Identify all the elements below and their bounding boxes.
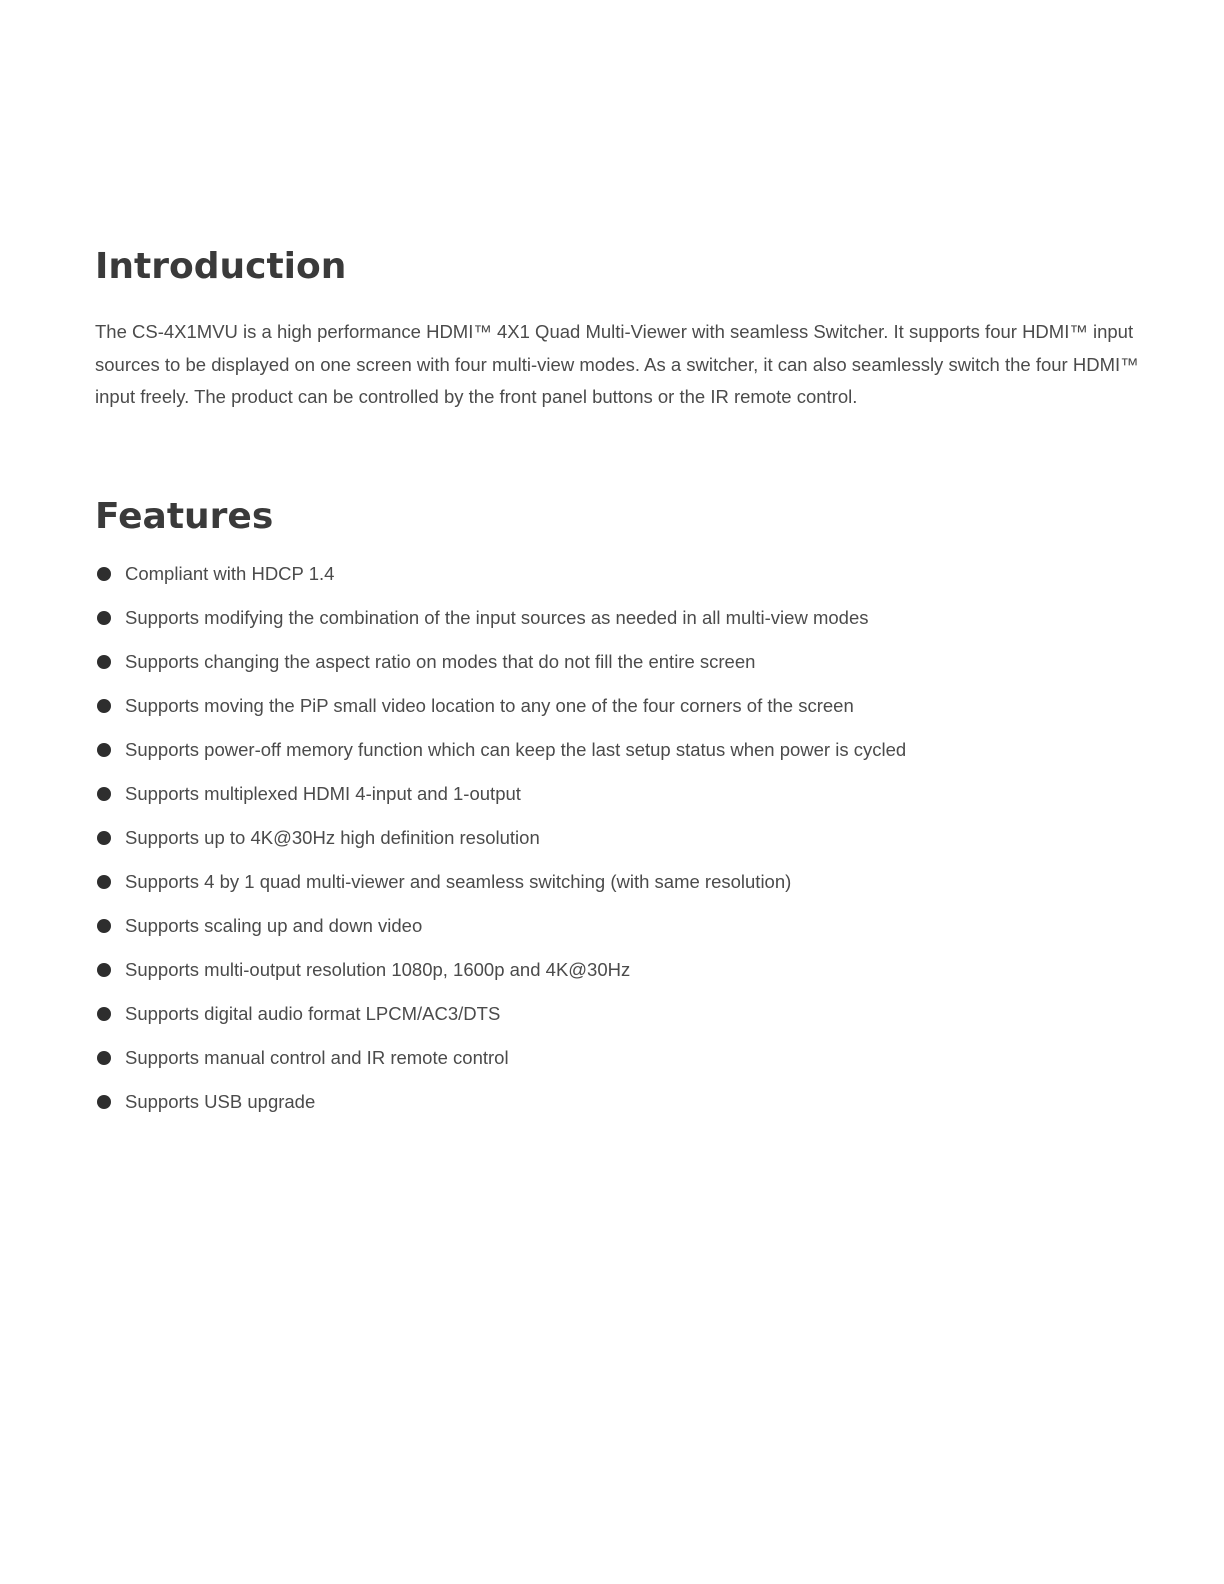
bullet-icon [97,963,111,977]
feature-item [95,998,906,1042]
bullet-icon [97,1095,111,1109]
introduction-paragraph: The CS-4X1MVU is a high performance HDMI™ 4X1 Quad Multi-Viewer with seamless Switcher. It supports four HDMI™ input sources to be displayed on one screen with four multi-view modes. As a switcher, it can also seamlessly switch the four HDMI™ input freely. The product can be controlled by the front panel buttons or the IR remote control. [95,321,1139,407]
feature-text: Supports USB upgrade [125,1091,316,1112]
introduction-heading: Introduction [95,246,347,287]
bullet-icon [97,919,111,933]
feature-text: Supports manual control and IR remote control [125,1047,509,1068]
feature-text: Supports multi-output resolution 1080p, 1600p and 4K@30Hz [125,959,631,980]
feature-item [95,734,906,778]
features-heading: Features [95,496,274,537]
feature-text: Supports scaling up and down video [125,915,423,936]
feature-item [95,1042,906,1086]
feature-item [95,646,906,690]
feature-text: Supports moving the PiP small video location to any one of the four corners of the screen [125,695,854,716]
feature-text: Supports multiplexed HDMI 4-input and 1-output [125,783,521,804]
bullet-icon [97,1051,111,1065]
feature-item [95,558,906,602]
feature-text: Supports power-off memory function which can keep the last setup status when power is cycled [125,739,907,760]
bullet-icon [97,787,111,801]
feature-text: Supports changing the aspect ratio on modes that do not fill the entire screen [125,651,756,672]
bullet-icon [97,875,111,889]
bullet-icon [97,655,111,669]
feature-item [95,690,906,734]
feature-text: Supports up to 4K@30Hz high definition resolution [125,827,540,848]
feature-item [95,822,906,866]
bullet-icon [97,1007,111,1021]
feature-item [95,910,906,954]
feature-text: Supports 4 by 1 quad multi-viewer and seamless switching (with same resolution) [125,871,792,892]
features-list [95,558,906,1130]
feature-item [95,602,906,646]
bullet-icon [97,699,111,713]
feature-item [95,954,906,998]
bullet-icon [97,743,111,757]
feature-item [95,866,906,910]
feature-text: Supports digital audio format LPCM/AC3/DTS [125,1003,501,1024]
feature-item [95,778,906,822]
bullet-icon [97,611,111,625]
bullet-icon [97,831,111,845]
bullet-icon [97,567,111,581]
feature-text: Compliant with HDCP 1.4 [125,563,335,584]
feature-item [95,1086,906,1130]
feature-text: Supports modifying the combination of the input sources as needed in all multi-view modes [125,607,869,628]
